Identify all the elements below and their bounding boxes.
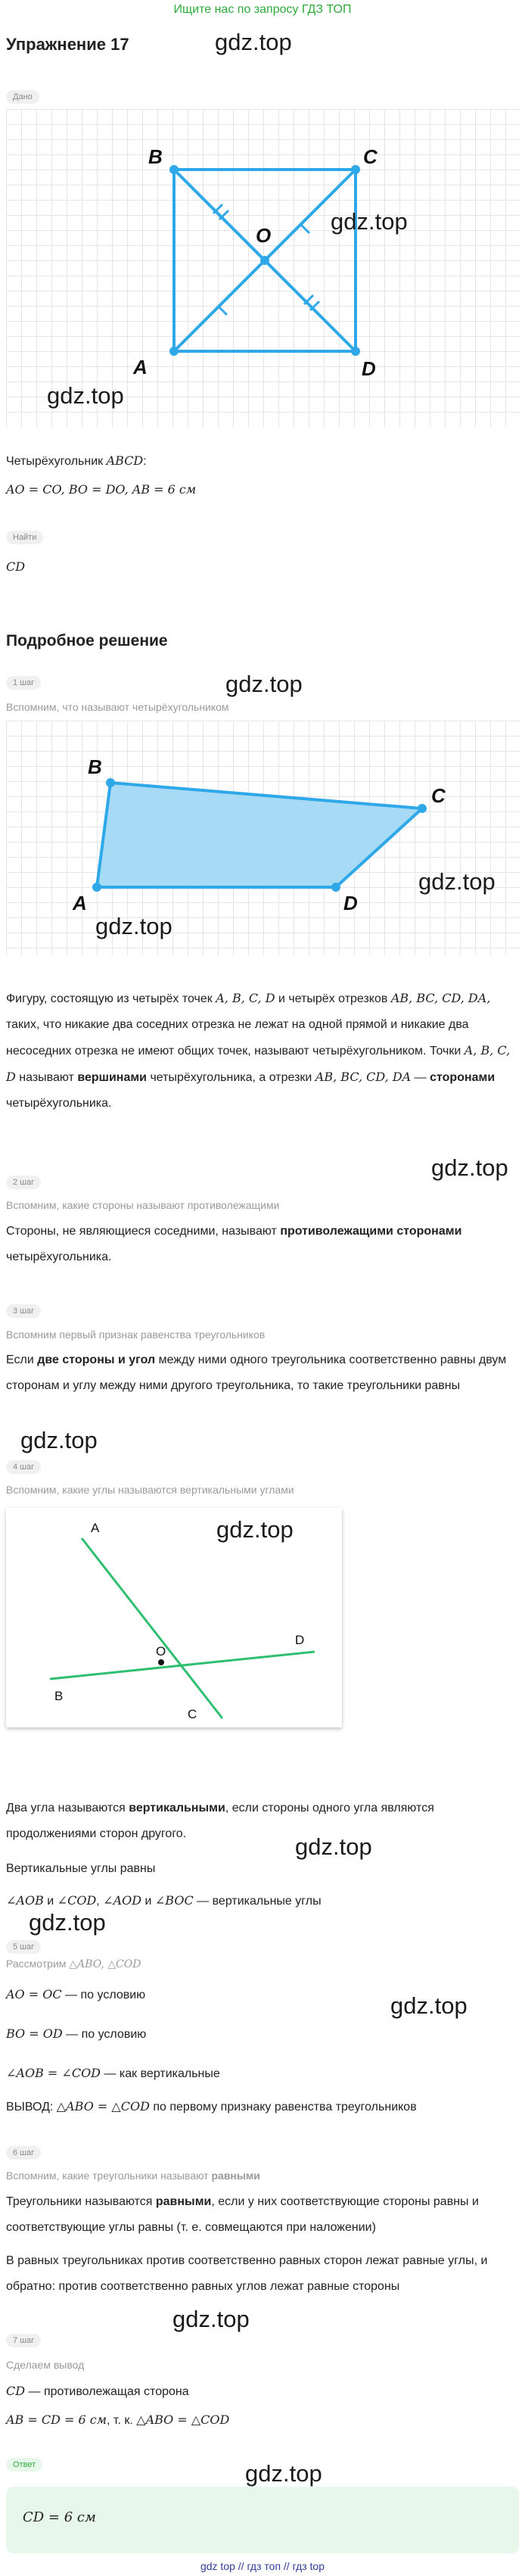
step5-hint: Рассмотрим △ABO, △COD bbox=[6, 1958, 141, 1970]
step1-hint: Вспомним, что называют четырёхугольником bbox=[6, 701, 229, 713]
step5-line-1: AO = OC — по условию bbox=[6, 1987, 146, 2001]
label-b: B bbox=[88, 755, 102, 778]
given-line-1: Четырёхугольник ABCD: bbox=[6, 453, 147, 468]
label-a: A bbox=[91, 1521, 100, 1535]
watermark: gdz.top bbox=[29, 1909, 106, 1936]
given-figure bbox=[6, 109, 520, 427]
solution-title: Подробное решение bbox=[6, 632, 168, 649]
label-o: O bbox=[256, 224, 272, 247]
step4-hint: Вспомним, какие углы называются вертикальными углами bbox=[6, 1484, 294, 1496]
label-a: A bbox=[133, 356, 148, 378]
find-chip: Найти bbox=[6, 531, 43, 544]
step3-text: Если две стороны и угол между ними одного треугольника соответственно равны двум сторонам и углу между ними другого треугольника, то такие треугольники равны bbox=[6, 1353, 507, 1392]
label-d: D bbox=[295, 1633, 305, 1647]
watermark: gdz.top bbox=[215, 29, 292, 55]
point-o bbox=[158, 1659, 164, 1665]
watermark: gdz.top bbox=[245, 2460, 322, 2487]
footer-links[interactable]: gdz top // гдз топ // гдз top bbox=[200, 2560, 325, 2572]
label-d: D bbox=[362, 357, 376, 380]
step7-line-1: CD — противолежащая сторона bbox=[6, 2384, 189, 2398]
step6-property: В равных треугольниках против соответственно равных сторон лежат равные углы, и обратно: против соответственно равных углов лежат равные стороны bbox=[6, 2254, 488, 2293]
watermark: gdz.top bbox=[95, 913, 172, 939]
step2-text: Стороны, не являющиеся соседними, называют противолежащими сторонами четырёхугольника. bbox=[6, 1225, 462, 1263]
watermark: gdz.top bbox=[331, 208, 408, 235]
answer-box bbox=[6, 2487, 519, 2553]
quadrilateral-abcd bbox=[97, 783, 422, 887]
watermark: gdz.top bbox=[431, 1154, 508, 1181]
watermark: gdz.top bbox=[20, 1427, 98, 1453]
step6-hint: Вспомним, какие треугольники называют равными bbox=[6, 2170, 260, 2182]
step6-chip: 6 шаг bbox=[6, 2146, 41, 2160]
label-a: A bbox=[73, 892, 87, 914]
given-chip: Дано bbox=[6, 90, 39, 104]
find-value: CD bbox=[6, 559, 26, 574]
step5-chip: 5 шаг bbox=[6, 1940, 41, 1954]
step1-text: Фигуру, состоящую из четырёх точек A, B, C, D и четырёх отрезков AB, BC, CD, DA, таких, что никакие два соседних отрезка не лежат на одной прямой и никакие два несоседних отрезка не имеют общих точек, называют четырёхугольником. Точки A, B, C, D называют вершинами четырёхугольника, а отрезки AB, BC, CD, DA — сторонами четырёхугольника. bbox=[6, 991, 511, 1110]
label-b: B bbox=[54, 1689, 64, 1703]
step4-text: Два угла называются вертикальными, если стороны одного угла являются продолжениями сторон другого. bbox=[6, 1802, 434, 1840]
step2-chip: 2 шаг bbox=[6, 1176, 41, 1189]
step6-definition: Треугольники называются равными, если у них соответствующие стороны равны и соответствующие углы равны (т. е. совмещаются при наложении) bbox=[6, 2195, 479, 2234]
step2-hint: Вспомним, какие стороны называют противолежащими bbox=[6, 1199, 280, 1211]
step3-chip: 3 шаг bbox=[6, 1304, 41, 1318]
step5-line-3: ∠AOB = ∠COD — как вертикальные bbox=[6, 2066, 220, 2080]
top-banner[interactable]: Ищите нас по запросу ГДЗ ТОП bbox=[173, 3, 352, 16]
label-c: C bbox=[431, 784, 446, 807]
step7-chip: 7 шаг bbox=[6, 2334, 41, 2347]
label-d: D bbox=[343, 892, 358, 914]
watermark: gdz.top bbox=[225, 671, 303, 697]
quadrilateral-figure bbox=[6, 721, 520, 955]
step5-line-2: BO = OD — по условию bbox=[6, 2026, 147, 2041]
step3-hint: Вспомним первый признак равенства треугольников bbox=[6, 1328, 266, 1341]
label-c: C bbox=[188, 1707, 197, 1721]
step7-hint: Сделаем вывод bbox=[6, 2359, 85, 2371]
given-figure-area bbox=[6, 109, 520, 427]
step7-line-2: AB = CD = 6 см, т. к. △ABO = △COD bbox=[6, 2412, 230, 2427]
label-b: B bbox=[148, 145, 163, 168]
step5-conclusion: ВЫВОД: △ABO = △COD по первому признаку равенства треугольников bbox=[6, 2099, 417, 2113]
answer-chip: Ответ bbox=[6, 2458, 42, 2472]
watermark: gdz.top bbox=[172, 2306, 250, 2332]
step4-rule: Вертикальные углы равны bbox=[6, 1862, 156, 1875]
page-title: Упражнение 17 bbox=[6, 35, 129, 54]
step4-chip: 4 шаг bbox=[6, 1460, 41, 1474]
watermark: gdz.top bbox=[390, 1992, 468, 2019]
step4-examples: ∠AOB и ∠COD, ∠AOD и ∠BOC — вертикальные углы bbox=[6, 1893, 322, 1908]
quadrilateral-figure-area bbox=[6, 721, 520, 955]
label-c: C bbox=[363, 145, 377, 168]
answer-value: CD = 6 см bbox=[23, 2509, 96, 2525]
watermark: gdz.top bbox=[216, 1516, 294, 1543]
watermark: gdz.top bbox=[295, 1833, 372, 1860]
line-ac bbox=[82, 1538, 222, 1718]
given-line-2: AO = CO, BO = DO, AB = 6 см bbox=[6, 482, 197, 497]
watermark: gdz.top bbox=[418, 868, 495, 895]
line-bd bbox=[50, 1652, 315, 1679]
step1-chip: 1 шаг bbox=[6, 676, 41, 690]
label-o: O bbox=[156, 1644, 166, 1659]
watermark: gdz.top bbox=[47, 382, 124, 409]
